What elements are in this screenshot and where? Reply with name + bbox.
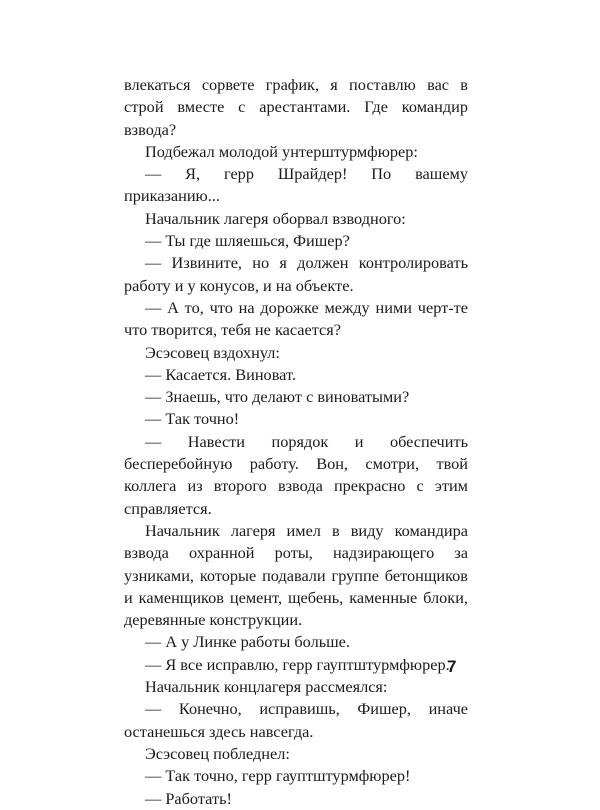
paragraph: — Я, герр Шрайдер! По вашему приказанию... <box>124 164 468 206</box>
paragraph: Эсэсовец побледнел: <box>145 743 290 763</box>
paragraph: — Я все исправлю, герр гауптштурмфюрер. <box>145 654 450 674</box>
body-text <box>124 74 468 810</box>
paragraph: — Ты где шляешься, Фишер? <box>145 231 350 251</box>
paragraph: — Навести порядок и обеспечить бесперебойную работу. Вон, смотри, твой коллега из второго взвода прекрасно с этим справляется. <box>124 431 468 518</box>
paragraph: Подбежал молодой унтерштурмфюрер: <box>145 141 418 161</box>
paragraph: — Так точно, герр гауптштурмфюрер! <box>145 766 411 786</box>
paragraph: — А у Линке работы больше. <box>145 632 350 652</box>
paragraph: — Извините, но я должен контролировать работу и у конусов, и на объекте. <box>124 253 468 295</box>
page-number: 7 <box>447 657 457 676</box>
paragraph: Начальник лагеря имел в виду командира взвода охранной роты, надзирающего за узниками, которые подавали группе бетонщиков и каменщиков цемент, щебень, каменные блоки, деревянные конструкции. <box>124 520 468 630</box>
paragraph: — Работать! <box>145 788 232 808</box>
paragraph: влекаться сорвете график, я поставлю вас в строй вместе с арестантами. Где командир взвода? <box>124 75 468 139</box>
paragraph: — Так точно! <box>145 409 240 429</box>
paragraph: Начальник лагеря оборвал взводного: <box>145 208 406 228</box>
paragraph: Эсэсовец вздохнул: <box>145 342 280 362</box>
paragraph: — А то, что на дорожке между ними черт-те что творится, тебя не касается? <box>124 297 468 340</box>
paragraph: — Касается. Виноват. <box>145 364 296 384</box>
paragraph: — Конечно, исправишь, Фишер, иначе останешься здесь навсегда. <box>124 699 468 741</box>
paragraph: — Знаешь, что делают с виноватыми? <box>145 387 410 407</box>
paragraph: Начальник концлагеря рассмеялся: <box>145 677 388 697</box>
